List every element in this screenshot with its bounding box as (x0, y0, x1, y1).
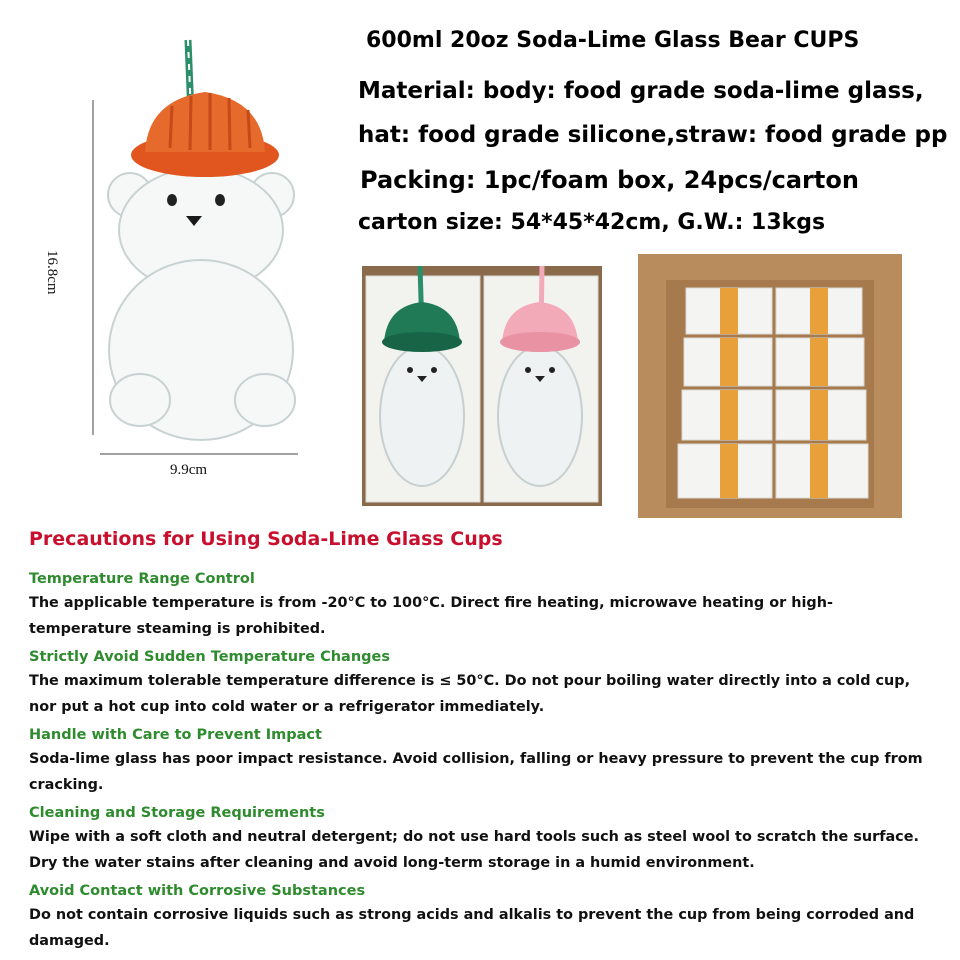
spec-packing: Packing: 1pc/foam box, 24pcs/carton (360, 166, 859, 194)
precautions-title: Precautions for Using Soda-Lime Glass Cups (29, 528, 503, 550)
bear-eye-left (167, 194, 177, 206)
height-label: 16.8cm (44, 250, 60, 295)
glass-bear-body (108, 168, 295, 440)
precaution-body: The maximum tolerable temperature difference is ≤ 50°C. Do not pour boiling water directly into a cold cup, nor put a hot cup into cold water or a refrigerator immediately. (29, 673, 911, 715)
carton-photo (638, 254, 902, 518)
bear-cup-illustration (60, 30, 320, 490)
width-label: 9.9cm (170, 462, 208, 478)
bear-eye-right (215, 194, 225, 206)
precaution-item (29, 646, 934, 720)
precaution-body: Wipe with a soft cloth and neutral detergent; do not use hard tools such as steel wool to scratch the surface. Dry the water stains after cleaning and avoid long-term storage in a humid environment. (29, 829, 919, 871)
precaution-body: The applicable temperature is from -20°C to 100°C. Direct fire heating, microwave heating or high-temperature steaming is prohibited. (29, 595, 833, 637)
precaution-heading: Strictly Avoid Sudden Temperature Changes (29, 649, 390, 665)
precautions-list (29, 564, 934, 954)
precaution-heading: Handle with Care to Prevent Impact (29, 727, 322, 743)
spec-material-body: Material: body: food grade soda-lime glass, (358, 78, 924, 104)
precaution-item (29, 724, 934, 798)
precaution-body: Do not contain corrosive liquids such as strong acids and alkalis to prevent the cup from being corroded and damaged. (29, 907, 915, 949)
product-title: 600ml 20oz Soda-Lime Glass Bear CUPS (366, 28, 860, 53)
precaution-item (29, 880, 934, 954)
product-photo (60, 30, 320, 490)
spec-carton-size: carton size: 54*45*42cm, G.W.: 13kgs (358, 210, 826, 235)
precaution-heading: Avoid Contact with Corrosive Substances (29, 883, 366, 899)
precaution-heading: Cleaning and Storage Requirements (29, 805, 325, 821)
precaution-item (29, 568, 934, 642)
precaution-heading: Temperature Range Control (29, 571, 255, 587)
precaution-body: Soda-lime glass has poor impact resistance. Avoid collision, falling or heavy pressure to prevent the cup from cracking. (29, 751, 923, 793)
precaution-item (29, 802, 934, 876)
foam-box-photo (362, 266, 602, 506)
spec-material-hat-straw: hat: food grade silicone,straw: food grade pp (358, 122, 948, 148)
orange-silicone-hat (131, 92, 279, 177)
